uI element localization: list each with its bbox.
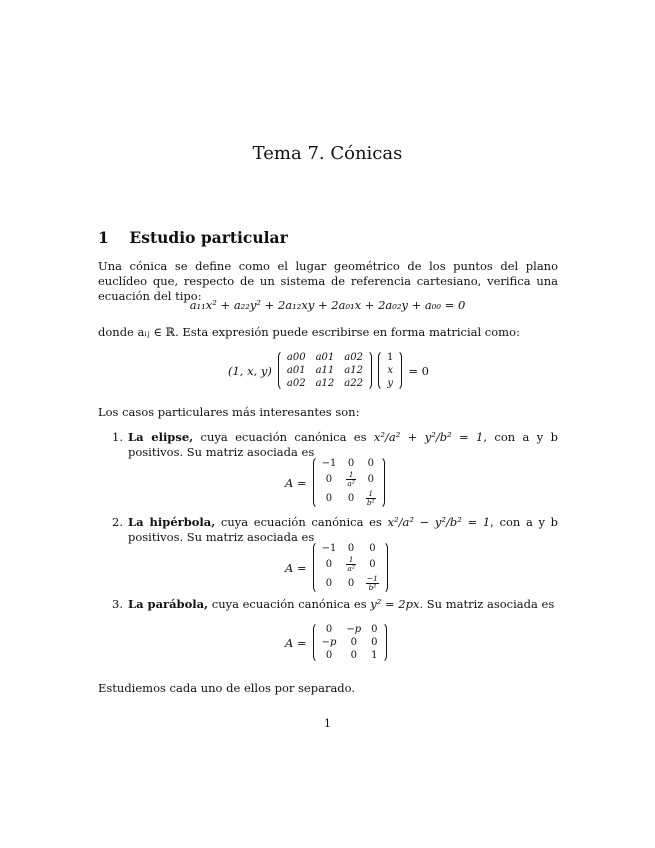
- matrix-cell: 0: [350, 637, 357, 648]
- matrix-cell: 0: [347, 493, 355, 504]
- list-item-name: La elipse,: [128, 430, 194, 444]
- matrix-cell: $\frac{-1}{\text{b²}}$: [366, 574, 378, 592]
- document-page: Tema 7. Cónicas 1 Estudio particular Una cónica se define como el lugar geométrico de los puntos del plano euclídeo que, respecto de un sistema de referencia cartesiano, verifica una ecuación del tipo: a₁₁x² + a₂₂y² + 2a₁₂xy + 2a₀₁x + 2a₀₂y + a₀₀ = 0 donde aᵢⱼ ∈ ℝ. Esta expresión puede escribirse en forma matricial como: (1, x, y) a00 a01 a02 a01 a11 a12 a02 a12 a22 1 x y = 0 Los casos particulares más interesantes son: 1. La elipse, cuya ecuación canónica es x²/a² + y²/b² = 1, con a y b positivos. Su matriz asociada es A = −1 0 0 0 $\frac{1}{\text{a²}}$ 0 0 0 $\frac{1}{\text{b²}}$ 2. La hipérbola, cuya ecuación canónica es x²/a² − y²/b² = 1, con a y b positivos. Su matriz asociada es A = −1 0 0 0 $\frac{1}{\text{a²}}$ 0 0 0 $\frac{-1}{\text{b²}}$ 3. La parábola, cuya ecuación canónica es y² = 2px. Su matriz asociada es A = 0 −p 0 −p 0 0 0 0 1 Estudiemos cada uno de ellos por separado. 1: [0, 0, 655, 848]
- matrix-cell: y: [387, 378, 393, 389]
- matrix-cell: a02: [286, 378, 306, 389]
- matrix-form-intro: donde aᵢⱼ ∈ ℝ. Esta expresión puede escribirse en forma matricial como:: [98, 325, 520, 339]
- cases-intro: Los casos particulares más interesantes son:: [98, 405, 360, 419]
- intro-paragraph: Una cónica se define como el lugar geométrico de los puntos del plano euclídeo que, respecto de un sistema de referencia cartesiano, verifica una ecuación del tipo:: [98, 259, 558, 303]
- matrix-cell: a00: [286, 352, 306, 363]
- matrix-cell: $\frac{1}{\text{a²}}$: [347, 555, 355, 573]
- matrix-cell: a11: [315, 365, 335, 376]
- canonical-equation: y² = 2px: [370, 597, 420, 611]
- matrix-cell: 0: [369, 543, 376, 554]
- matrix-parabola: A = 0 −p 0 −p 0 0 0 0 1: [285, 622, 387, 663]
- matrix-cell: 0: [325, 493, 333, 504]
- general-equation: a₁₁x² + a₂₂y² + 2a₁₂xy + 2a₀₁x + 2a₀₂y + a₀₀ = 0: [189, 298, 466, 312]
- matrix-cell: −p: [346, 624, 362, 635]
- matrix-cell: a01: [286, 365, 306, 376]
- matrix-cell: −p: [321, 637, 337, 648]
- matrix-cell: 0: [325, 624, 333, 635]
- matrix-cell: 0: [347, 458, 355, 469]
- coefficient-matrix: [285, 350, 365, 391]
- matrix-cell: a02: [344, 352, 363, 363]
- matrix-cell: 0: [325, 474, 333, 485]
- matrix-cell: 0: [350, 650, 357, 661]
- matrix-cell: a12: [344, 365, 363, 376]
- matrix-cell: $\frac{1}{\text{b²}}$: [366, 489, 375, 507]
- canonical-equation: x²/a² + y²/b² = 1: [373, 430, 484, 444]
- column-vector: [385, 350, 395, 391]
- matrix-cell: 0: [367, 474, 374, 485]
- section-title: Estudio particular: [129, 228, 288, 247]
- matrix-cell: 0: [325, 559, 333, 570]
- list-item-number: 1.: [112, 430, 123, 444]
- matrix-form-suffix: = 0: [408, 363, 429, 378]
- matrix-cell: 0: [325, 578, 333, 589]
- matrix-cell: 1: [371, 650, 378, 661]
- section-number: 1: [98, 228, 109, 247]
- matrix-cell: 0: [347, 578, 355, 589]
- matrix-cell: 0: [325, 650, 333, 661]
- closing-paragraph: Estudiemos cada uno de ellos por separado.: [98, 681, 356, 695]
- list-item-name: La hipérbola,: [128, 515, 216, 529]
- matrix-form-equation: [228, 350, 429, 391]
- matrix-cell: a12: [315, 378, 335, 389]
- list-item-number: 2.: [112, 515, 123, 529]
- page-title: Tema 7. Cónicas: [252, 143, 403, 164]
- section-heading: [98, 228, 288, 247]
- list-item-number: 3.: [112, 597, 123, 611]
- matrix-cell: 1: [386, 352, 394, 363]
- matrix-cell: 0: [371, 637, 378, 648]
- matrix-ellipse: A = −1 0 0 0 $\frac{1}{\text{a²}}$ 0 0 0 $\frac{1}{\text{b²}}$: [285, 456, 385, 509]
- matrix-cell: −1: [321, 458, 337, 469]
- canonical-equation: x²/a² − y²/b² = 1: [387, 515, 491, 529]
- matrix-cell: $\frac{1}{\text{a²}}$: [347, 470, 355, 488]
- row-vector-prefix: (1, x, y): [228, 363, 272, 378]
- matrix-cell: 0: [367, 458, 374, 469]
- page-number: 1: [324, 717, 331, 730]
- matrix-cell: a01: [315, 352, 335, 363]
- matrix-cell: −1: [321, 543, 337, 554]
- matrix-cell: 0: [369, 559, 376, 570]
- list-item-name: La parábola,: [128, 597, 209, 611]
- matrix-hyperbola: A = −1 0 0 0 $\frac{1}{\text{a²}}$ 0 0 0 $\frac{-1}{\text{b²}}$: [285, 541, 388, 594]
- matrix-cell: 0: [347, 543, 355, 554]
- matrix-cell: 0: [371, 624, 378, 635]
- matrix-cell: a22: [344, 378, 363, 389]
- matrix-cell: x: [387, 365, 393, 376]
